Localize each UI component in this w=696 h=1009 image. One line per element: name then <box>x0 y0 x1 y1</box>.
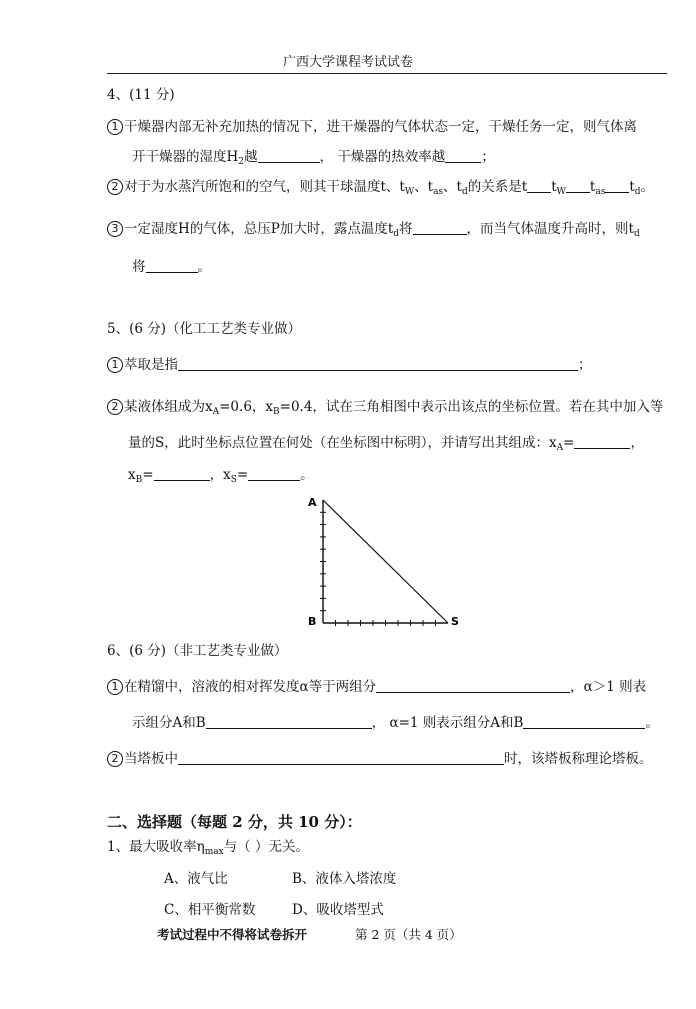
text-span: = <box>142 467 154 483</box>
option-a: A、液气比 <box>164 871 228 887</box>
circled-number: 3 <box>107 221 123 237</box>
text-span: 示组分A和B <box>132 715 206 731</box>
subscript: W <box>404 187 415 197</box>
subscript: d <box>461 187 468 197</box>
subscript: B <box>273 407 280 417</box>
q4-item2 <box>107 178 654 196</box>
ternary-phase-diagram <box>300 492 470 632</box>
text-span: 时，该塔板称理论塔板。 <box>504 751 653 767</box>
text-span: 。 <box>197 259 211 275</box>
vertex-label-a: A <box>308 496 317 509</box>
circled-number: 2 <box>107 179 123 195</box>
answer-blank[interactable] <box>605 179 629 193</box>
vertex-label-s: S <box>451 615 459 628</box>
vertex-label-b: B <box>308 615 317 628</box>
q4-item3-line1 <box>107 220 640 238</box>
q5-item2-line2 <box>128 434 644 452</box>
text-span: t <box>629 179 635 195</box>
text-span: ， α=1 则表示组分A和B <box>371 715 524 731</box>
subscript: d <box>633 229 640 239</box>
text-span: 某液体组成为x <box>124 399 213 415</box>
q5-item2-line1 <box>107 398 663 416</box>
answer-blank[interactable] <box>445 149 481 163</box>
option-c: C、相平衡常数 <box>164 902 256 918</box>
option-b: B、液体入塔浓度 <box>292 871 397 887</box>
q4-item3-line2 <box>132 258 211 276</box>
answer-blank[interactable] <box>413 221 467 235</box>
q5-item1 <box>107 356 592 374</box>
subscript: S <box>230 475 237 485</box>
subscript: max <box>204 847 224 857</box>
q5-heading: 5、(6 分)（化工工艺类专业做） <box>107 321 302 337</box>
text-span: 将 <box>399 221 413 237</box>
text-span: = <box>563 435 575 451</box>
mc-question-1 <box>107 838 309 856</box>
circled-number: 1 <box>107 679 123 695</box>
text-span: 与（ ）无关。 <box>223 839 309 855</box>
subscript: A <box>212 407 220 417</box>
text-span: 量的S，此时坐标点位置在何处（在坐标图中标明），并请写出其组成：x <box>128 435 557 451</box>
text-span: ； <box>481 149 495 165</box>
section-heading: 二、选择题（每题 2 分，共 10 分）： <box>107 813 362 831</box>
text-span: =0.4，试在三角相图中表示出该点的坐标位置。若在其中加入等 <box>279 399 664 415</box>
answer-blank[interactable] <box>178 357 578 371</box>
text-span: ， <box>630 435 644 451</box>
circled-number: 2 <box>107 751 123 767</box>
text-span: =0.6，x <box>219 399 274 415</box>
text-span: 一定湿度H的气体，总压P加大时，露点温度t <box>124 221 394 237</box>
hypotenuse-as <box>323 500 448 623</box>
q5-item2-line3 <box>128 466 314 484</box>
q6-item1-line2 <box>132 714 659 732</box>
text-span: 将 <box>132 259 146 275</box>
circled-number: 1 <box>107 119 123 135</box>
subscript: A <box>556 443 564 453</box>
text-span: 越 <box>244 149 258 165</box>
q6-heading: 6、(6 分)（非工艺类专业做） <box>107 643 288 659</box>
answer-blank[interactable] <box>146 259 198 273</box>
text-span: t <box>551 179 557 195</box>
text-span: 开干燥器的湿度H <box>132 149 239 165</box>
text-span: ，而当气体温度升高时，则t <box>466 221 634 237</box>
text-span: ，α＞1 则表 <box>570 679 647 695</box>
q4-item1-text: 干燥器内部无补充加热的情况下，进干燥器的气体状态一定，干燥任务一定，则气体离 <box>124 119 637 135</box>
text-span: 的关系是t <box>467 179 528 195</box>
answer-blank[interactable] <box>154 467 210 481</box>
tick-marks <box>320 512 436 626</box>
text-span: 1、最大吸收率η <box>107 839 205 855</box>
circled-number: 1 <box>107 357 123 373</box>
text-span: 当塔板中 <box>124 751 178 767</box>
answer-blank[interactable] <box>206 715 372 729</box>
answer-blank[interactable] <box>527 179 551 193</box>
text-span: 。 <box>300 467 314 483</box>
q6-item2 <box>107 750 653 768</box>
subscript: d <box>634 187 641 197</box>
subscript: as <box>433 187 444 197</box>
text-span: ； <box>578 357 592 373</box>
answer-blank[interactable] <box>258 149 320 163</box>
text-span: 在精馏中，溶液的相对挥发度α等于两组分 <box>124 679 377 695</box>
text-span: 萃取是指 <box>124 357 178 373</box>
circled-number: 2 <box>107 399 123 415</box>
header-divider <box>107 73 667 74</box>
answer-blank[interactable] <box>574 435 630 449</box>
text-span: 。 <box>645 715 659 731</box>
q4-item1-line1 <box>107 118 637 136</box>
subscript: 2 <box>238 157 245 167</box>
answer-blank[interactable] <box>248 467 300 481</box>
q4-heading: 4、(11 分) <box>107 87 175 103</box>
text-span: 对于为水蒸汽所饱和的空气，则其干球温度t、t <box>124 179 405 195</box>
subscript: as <box>595 187 606 197</box>
subscript: W <box>556 187 566 197</box>
text-span: ，x <box>209 467 231 483</box>
text-span: 、t <box>414 179 434 195</box>
page-header-title: 广西大学课程考试试卷 <box>282 55 413 70</box>
q6-item1-line1 <box>107 678 646 696</box>
footer-notice: 考试过程中不得将试卷拆开 <box>157 927 308 942</box>
text-span: 。 <box>640 179 655 195</box>
answer-blank[interactable] <box>376 679 570 693</box>
text-span: x <box>128 467 136 483</box>
subscript: d <box>393 229 400 239</box>
text-span: ， 干燥器的热效率越 <box>319 149 446 165</box>
text-span: = <box>236 467 249 483</box>
page-number: 第 2 页（共 4 页） <box>355 927 462 942</box>
text-span: 、t <box>443 179 462 195</box>
text-span: t <box>589 179 596 195</box>
option-d: D、吸收塔型式 <box>292 902 384 918</box>
subscript: B <box>135 475 143 485</box>
answer-blank[interactable] <box>523 715 645 729</box>
answer-blank[interactable] <box>178 751 504 765</box>
q4-item1-line2 <box>132 148 495 166</box>
answer-blank[interactable] <box>566 179 590 193</box>
